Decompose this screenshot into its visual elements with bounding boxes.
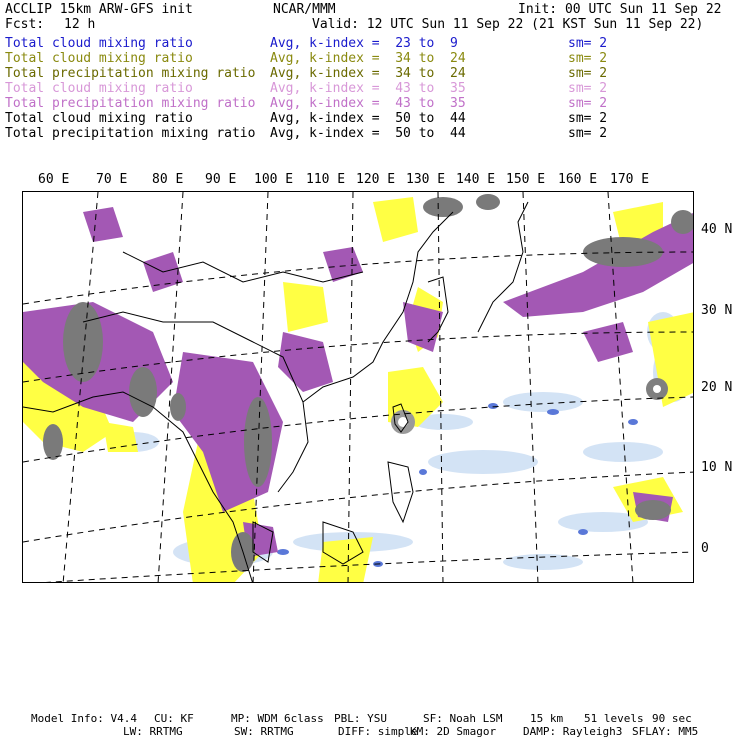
longitude-label: 170 E [610,172,650,187]
legend-smoothing: sm= 2 [568,96,608,111]
model-info-item: DIFF: simple [338,725,418,738]
model-info-item: PBL: YSU [334,712,387,725]
model-info-item: Model Info: V4.4 [31,712,137,725]
latitude-label: 0 [701,541,709,556]
longitude-label: 70 E [96,172,128,187]
longitude-label: 160 E [558,172,598,187]
model-info-item: DAMP: Rayleigh3 [523,725,623,738]
longitude-label: 90 E [205,172,237,187]
typhoon-vortex-east [646,378,668,400]
legend-level-range: Avg, k-index = 43 to 35 [270,81,466,96]
legend-field-name: Total cloud mixing ratio [5,51,193,66]
model-info-item: 90 sec [652,712,692,725]
model-info-item: 15 km [530,712,564,725]
legend-level-range: Avg, k-index = 50 to 44 [270,111,466,126]
latitude-label: 30 N [701,303,733,318]
latitude-label: 20 N [701,380,733,395]
legend-smoothing: sm= 2 [568,36,608,51]
legend-field-name: Total cloud mixing ratio [5,111,193,126]
longitude-label: 80 E [152,172,184,187]
model-info-item: 51 levels [584,712,644,725]
legend-level-range: Avg, k-index = 50 to 44 [270,126,466,141]
organization: NCAR/MMM [273,2,336,17]
longitude-label: 110 E [306,172,346,187]
map-panel [22,191,694,583]
forecast-label: Fcst: [5,17,45,32]
valid-time: Valid: 12 UTC Sun 11 Sep 22 (21 KST Sun 11 Sep 22) [312,17,704,32]
forecast-hour: 12 h [64,17,96,32]
legend-field-name: Total cloud mixing ratio [5,81,193,96]
legend-smoothing: sm= 2 [568,81,608,96]
model-info-item: SF: Noah LSM [423,712,503,725]
longitude-label: 130 E [406,172,446,187]
longitude-label: 120 E [356,172,396,187]
model-info-item: SFLAY: MM5 [632,725,699,738]
legend-field-name: Total precipitation mixing ratio [5,126,256,141]
map-svg [23,192,694,583]
legend-smoothing: sm= 2 [568,66,608,81]
legend-level-range: Avg, k-index = 34 to 24 [270,66,466,81]
model-info-item: KM: 2D Smagor [410,725,497,738]
longitude-label: 60 E [38,172,70,187]
legend-field-name: Total precipitation mixing ratio [5,66,256,81]
legend-field-name: Total precipitation mixing ratio [5,96,256,111]
legend-smoothing: sm= 2 [568,126,608,141]
legend-level-range: Avg, k-index = 23 to 9 [270,36,458,51]
longitude-label: 150 E [506,172,546,187]
model-info-item: SW: RRTMG [234,725,294,738]
model-info-item: LW: RRTMG [123,725,183,738]
legend-field-name: Total cloud mixing ratio [5,36,193,51]
legend-smoothing: sm= 2 [568,51,608,66]
legend-smoothing: sm= 2 [568,111,608,126]
longitude-label: 140 E [456,172,496,187]
legend-level-range: Avg, k-index = 34 to 24 [270,51,466,66]
latitude-label: 40 N [701,222,733,237]
longitude-label: 100 E [254,172,294,187]
model-info-item: MP: WDM 6class [231,712,324,725]
latitude-label: 10 N [701,460,733,475]
init-time: Init: 00 UTC Sun 11 Sep 22 [518,2,722,17]
legend-level-range: Avg, k-index = 43 to 35 [270,96,466,111]
chart-title: ACCLIP 15km ARW-GFS init [5,2,193,17]
model-info-item: CU: KF [154,712,194,725]
